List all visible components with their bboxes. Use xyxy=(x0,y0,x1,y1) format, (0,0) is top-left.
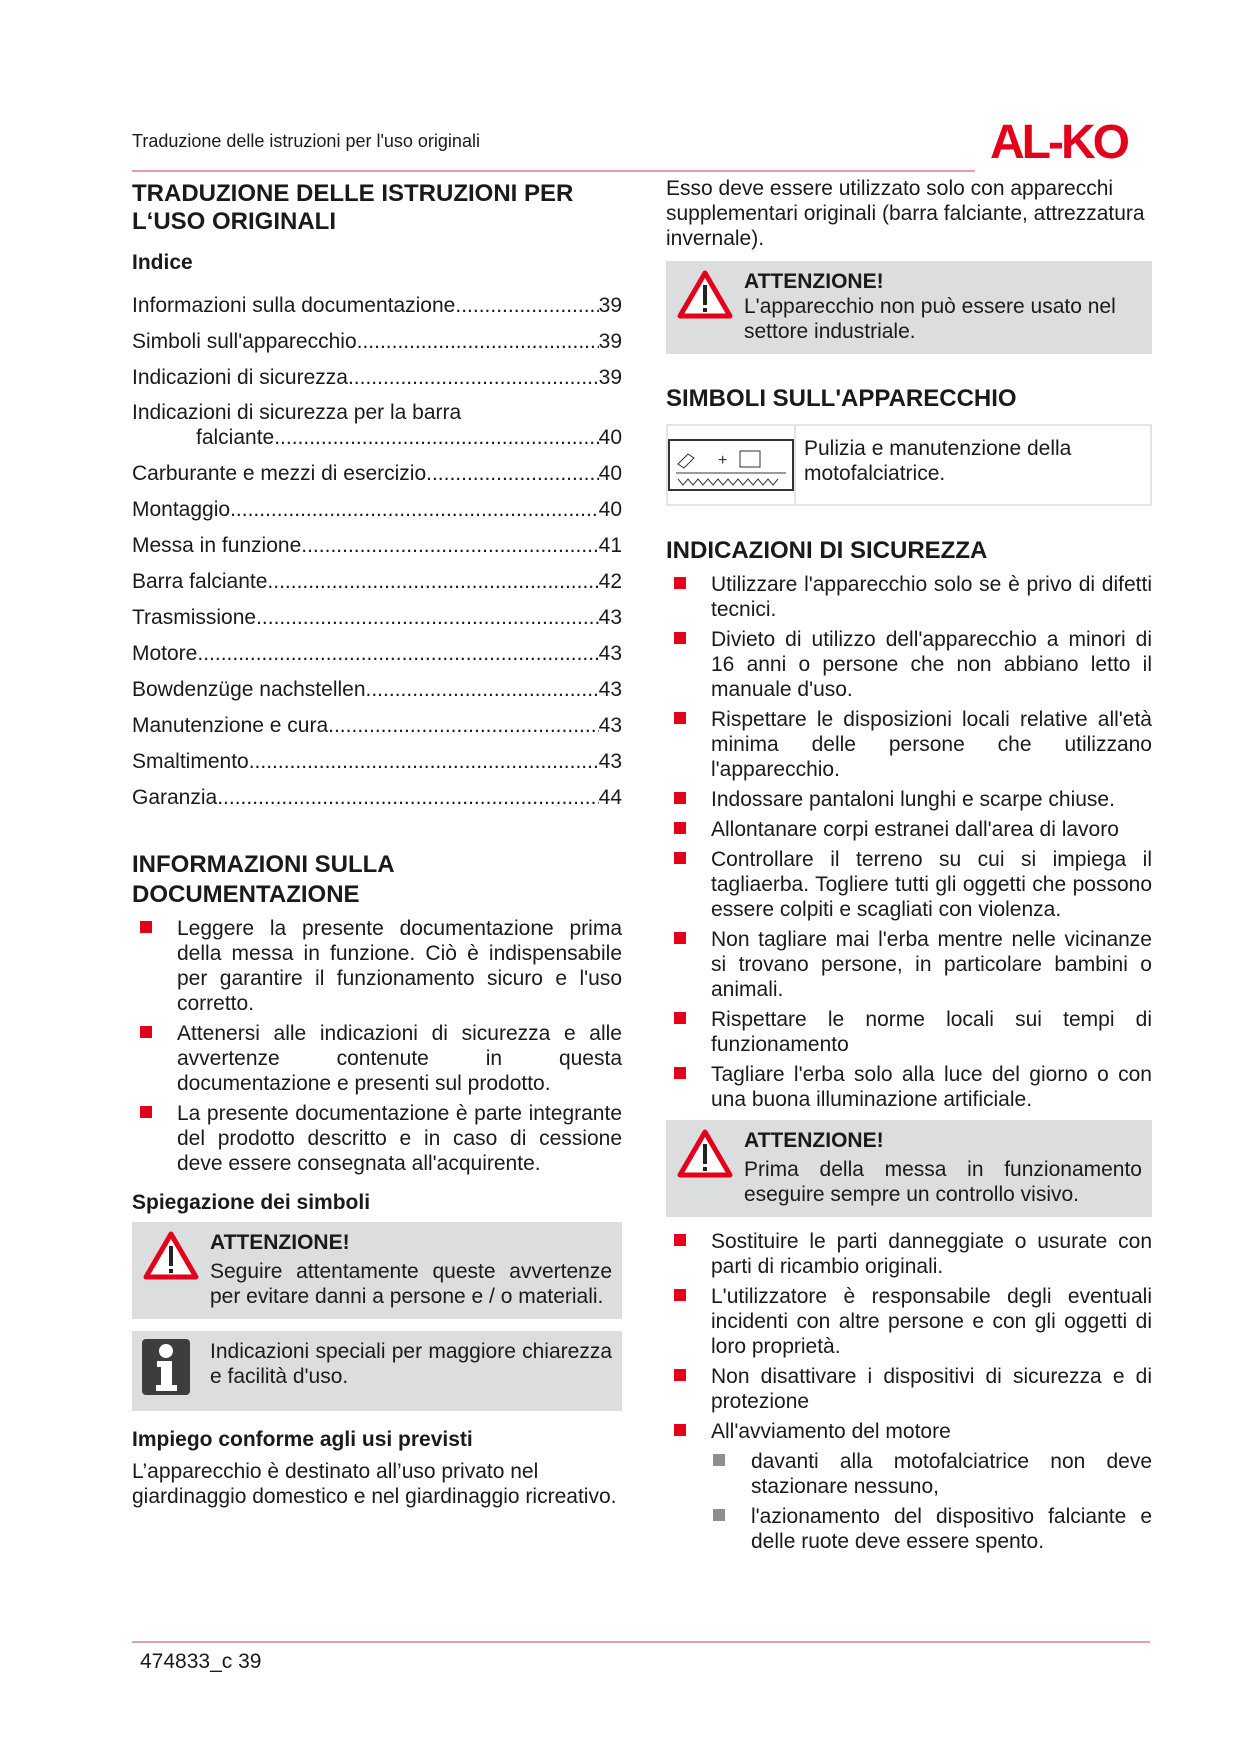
bullet-square-icon xyxy=(140,1106,152,1118)
toc-entry[interactable] xyxy=(132,774,622,810)
toc-dot-leader xyxy=(249,749,599,774)
info-box xyxy=(132,1331,622,1411)
toc-entry-label: Montaggio xyxy=(132,498,231,521)
list-item-text: Tagliare l'erba solo alla luce del giorno o con una buona illuminazione artificiale. xyxy=(711,1063,1152,1111)
warning-box xyxy=(132,1222,622,1319)
list-item xyxy=(666,1419,1152,1444)
bullet-square-icon xyxy=(674,1369,686,1381)
list-item-text: Rispettare le disposizioni locali relative all'età minima delle persone che utilizzano l'apparecchio. xyxy=(711,708,1152,781)
header-divider xyxy=(132,170,975,172)
toc-dot-leader xyxy=(357,329,599,354)
toc-entry[interactable] xyxy=(132,738,622,774)
list-item xyxy=(666,627,1152,702)
toc-dot-leader xyxy=(274,425,598,450)
bullet-square-icon xyxy=(713,1454,725,1466)
info-bullets xyxy=(132,916,622,1176)
warning-box-visual-check xyxy=(666,1120,1152,1217)
toc-entry-label: Barra falciante xyxy=(132,570,268,593)
toc-entry[interactable] xyxy=(132,450,622,486)
toc-entry-label: Carburante e mezzi di esercizio xyxy=(132,462,427,485)
info-heading: INFORMAZIONI SULLA DOCUMENTAZIONE xyxy=(132,851,394,908)
toc-entry-label: Messa in funzione xyxy=(132,534,302,557)
bullet-square-icon xyxy=(674,712,686,724)
list-item-text: Divieto di utilizzo dell'apparecchio a minori di 16 anni o persone che non abbiano letto il manuale d'uso. xyxy=(711,628,1152,701)
toc-entry-label: Smaltimento xyxy=(132,750,249,773)
toc-entry[interactable] xyxy=(132,282,622,318)
toc-entry-page: 43 xyxy=(598,750,622,773)
list-item-text: La presente documentazione è parte integrante del prodotto descritto e in caso di cessione deve essere consegnata all'acquirente. xyxy=(177,1102,622,1175)
warning-title: ATTENZIONE! xyxy=(744,1129,884,1152)
list-item-text: Controllare il terreno su cui si impiega il tagliaerba. Togliere tutti gli oggetti che possono essere colpiti e scagliati con violenza. xyxy=(711,848,1152,921)
list-item-text: Sostituire le parti danneggiate o usurate con parti di ricambio originali. xyxy=(711,1230,1152,1278)
list-item-text: davanti alla motofalciatrice non deve stazionare nessuno, xyxy=(751,1450,1152,1498)
header-doc-title: Traduzione delle istruzioni per l'uso originali xyxy=(132,131,480,151)
toc-entry[interactable] xyxy=(132,702,622,738)
list-item xyxy=(666,1284,1152,1359)
list-item xyxy=(666,572,1152,622)
toc-dot-leader xyxy=(301,533,598,558)
toc-entry-page: 39 xyxy=(598,294,622,317)
symbols-heading: SIMBOLI SULL'APPARECCHIO xyxy=(666,385,1017,412)
intended-use-heading: Impiego conforme agli usi previsti xyxy=(132,1428,473,1451)
toc-dot-leader xyxy=(230,497,599,522)
toc-entry-page: 43 xyxy=(598,678,622,701)
toc-entry-label: Manutenzione e cura xyxy=(132,714,329,737)
symbols-explanation-heading: Spiegazione dei simboli xyxy=(132,1191,371,1214)
toc-entry-label: Motore xyxy=(132,642,198,665)
symbol-description: Pulizia e manutenzione della motofalciatrice. xyxy=(804,437,1072,485)
bullet-square-icon xyxy=(674,932,686,944)
alko-logo xyxy=(990,118,1150,169)
toc-entry-label: Garanzia xyxy=(132,786,218,809)
toc-dot-leader xyxy=(366,677,599,702)
warning-box-industrial xyxy=(666,261,1152,354)
toc-dot-leader xyxy=(348,365,599,390)
toc-entry-label: Indicazioni di sicurezza xyxy=(132,366,348,389)
warning-text: Prima della messa in funzionamento eseguire sempre un controllo visivo. xyxy=(744,1158,1142,1206)
list-item-text: Non tagliare mai l'erba mentre nelle vicinanze si trovano persone, in particolare bambini o animali. xyxy=(711,928,1152,1001)
toc-dot-leader xyxy=(426,461,599,486)
toc-entry[interactable] xyxy=(132,390,622,450)
bullet-square-icon xyxy=(674,1234,686,1246)
intended-use-text: L’apparecchio è destinato all’uso privato nel giardinaggio domestico e nel giardinaggio ricreativo. xyxy=(132,1460,617,1508)
bullet-square-icon xyxy=(674,1289,686,1301)
toc-dot-leader xyxy=(328,713,599,738)
list-item-text: Allontanare corpi estranei dall'area di lavoro xyxy=(711,818,1119,841)
toc-entry-page: 43 xyxy=(598,642,622,665)
list-item xyxy=(666,1449,1152,1499)
list-item-text: Utilizzare l'apparecchio solo se è privo di difetti tecnici. xyxy=(711,573,1152,621)
footer-divider xyxy=(132,1641,1150,1643)
right-column xyxy=(666,176,1152,1559)
toc-entry-label: Simboli sull'apparecchio xyxy=(132,330,357,353)
footer-doc-number: 474833_c 39 xyxy=(140,1650,262,1673)
bullet-square-icon xyxy=(674,1424,686,1436)
bullet-square-icon xyxy=(140,1026,152,1038)
warning-text: L'apparecchio non può essere usato nel settore industriale. xyxy=(744,295,1116,343)
safety-bullets xyxy=(666,572,1152,1112)
table-of-contents xyxy=(132,282,622,810)
svg-text:+: + xyxy=(718,452,728,469)
toc-entry[interactable] xyxy=(132,558,622,594)
toc-entry-page: 40 xyxy=(598,462,622,485)
list-item xyxy=(666,1062,1152,1112)
warning-triangle-icon xyxy=(676,269,744,344)
left-column xyxy=(132,180,622,1509)
toc-entry[interactable] xyxy=(132,522,622,558)
bullet-square-icon xyxy=(674,1067,686,1079)
info-icon xyxy=(142,1339,210,1401)
toc-entry[interactable] xyxy=(132,594,622,630)
toc-entry-line xyxy=(132,425,622,450)
list-item-text: Rispettare le norme locali sui tempi di funzionamento xyxy=(711,1008,1152,1056)
toc-entry-page: 40 xyxy=(598,426,622,449)
bullet-square-icon xyxy=(674,1012,686,1024)
toc-entry-label: Indicazioni di sicurezza per la barra xyxy=(132,401,462,424)
list-item xyxy=(666,1504,1152,1554)
warning-triangle-icon xyxy=(142,1230,210,1309)
safety-heading: INDICAZIONI DI SICUREZZA xyxy=(666,537,988,564)
list-item-text: Attenersi alle indicazioni di sicurezza e alle avvertenze contenute in questa documentazione e presenti sul prodotto. xyxy=(177,1022,622,1095)
toc-entry-page: 41 xyxy=(598,534,622,557)
list-item xyxy=(132,1021,622,1096)
toc-entry-page: 42 xyxy=(598,570,622,593)
toc-entry[interactable] xyxy=(132,630,622,666)
toc-entry-page: 43 xyxy=(598,714,622,737)
toc-entry-page: 40 xyxy=(598,498,622,521)
toc-heading: Indice xyxy=(132,251,193,274)
list-item xyxy=(666,1364,1152,1414)
list-item-text: All'avviamento del motore xyxy=(711,1420,951,1443)
warning-title: ATTENZIONE! xyxy=(210,1231,350,1254)
toc-entry[interactable] xyxy=(132,354,622,390)
warning-triangle-icon xyxy=(676,1128,744,1207)
bullet-square-icon xyxy=(674,792,686,804)
intro-text: Esso deve essere utilizzato solo con apparecchi supplementari originali (barra falciante, attrezzatura invernale). xyxy=(666,177,1145,250)
toc-entry[interactable] xyxy=(132,318,622,354)
symbol-table xyxy=(666,424,1152,506)
toc-entry[interactable] xyxy=(132,486,622,522)
toc-dot-leader xyxy=(217,785,598,810)
toc-entry-page: 39 xyxy=(598,330,622,353)
bullet-square-icon xyxy=(674,852,686,864)
svg-text:AL-KO: AL-KO xyxy=(990,118,1127,164)
list-item-text: L'utilizzatore è responsabile degli eventuali incidenti con altre persone e con gli oggetti di loro proprietà. xyxy=(711,1285,1152,1358)
toc-entry-label-cont: falciante xyxy=(196,426,275,449)
maintenance-symbol-icon xyxy=(668,426,796,504)
list-item xyxy=(666,927,1152,1002)
bullet-square-icon xyxy=(674,632,686,644)
bullet-square-icon xyxy=(674,822,686,834)
list-item-text: Leggere la presente documentazione prima della messa in funzione. Ciò è indispensabile per garantire il funzionamento sicuro e l'uso corretto. xyxy=(177,917,622,1015)
list-item xyxy=(666,1007,1152,1057)
list-item xyxy=(132,916,622,1016)
toc-dot-leader xyxy=(197,641,598,666)
list-item xyxy=(666,847,1152,922)
bullet-square-icon xyxy=(713,1509,725,1521)
list-item xyxy=(132,1101,622,1176)
toc-entry-page: 44 xyxy=(598,786,622,809)
bullet-square-icon xyxy=(140,921,152,933)
page-title: TRADUZIONE DELLE ISTRUZIONI PER L‘USO ORIGINALI xyxy=(132,180,574,235)
list-item-text: Indossare pantaloni lunghi e scarpe chiuse. xyxy=(711,788,1115,811)
safety-bullets-continued xyxy=(666,1229,1152,1554)
list-item xyxy=(666,1229,1152,1279)
toc-entry-label: Informazioni sulla documentazione xyxy=(132,294,456,317)
list-item xyxy=(666,707,1152,782)
list-item-text: l'azionamento del dispositivo falciante e delle ruote deve essere spento. xyxy=(751,1505,1152,1553)
bullet-square-icon xyxy=(674,577,686,589)
warning-text: Seguire attentamente queste avvertenze per evitare danni a persone e / o materiali. xyxy=(210,1260,612,1308)
list-item-text: Non disattivare i dispositivi di sicurezza e di protezione xyxy=(711,1365,1152,1413)
toc-entry[interactable] xyxy=(132,666,622,702)
list-item xyxy=(666,787,1152,812)
toc-entry-label: Bowdenzüge nachstellen xyxy=(132,678,366,701)
info-note-text: Indicazioni speciali per maggiore chiarezza e facilità d'uso. xyxy=(210,1340,612,1388)
toc-entry-label: Trasmissione xyxy=(132,606,257,629)
toc-entry-page: 43 xyxy=(598,606,622,629)
list-item xyxy=(666,817,1152,842)
toc-dot-leader xyxy=(256,605,599,630)
toc-entry-page: 39 xyxy=(598,366,622,389)
toc-dot-leader xyxy=(267,569,598,594)
toc-dot-leader xyxy=(455,293,598,318)
warning-title: ATTENZIONE! xyxy=(744,270,884,293)
